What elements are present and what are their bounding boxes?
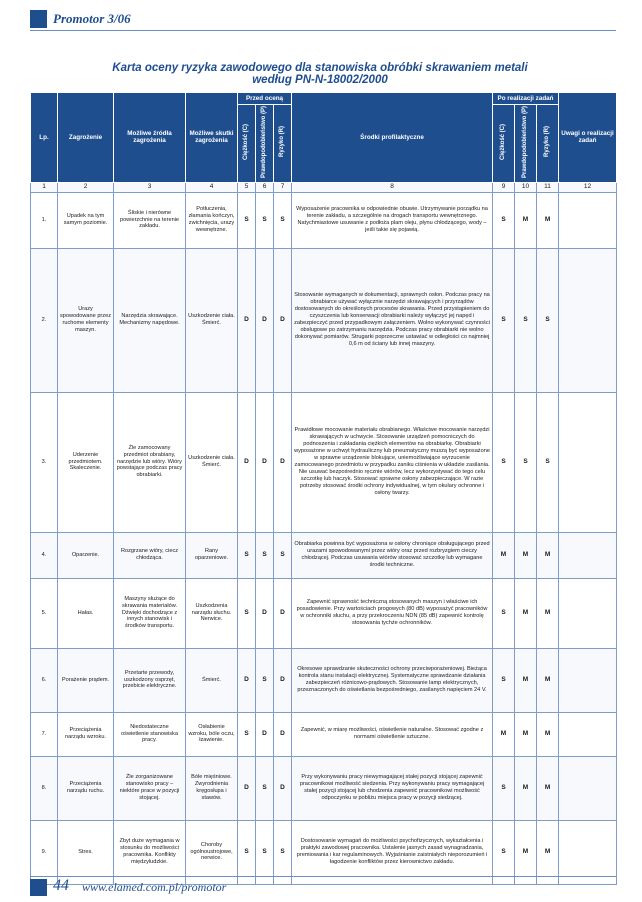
lp-cell: 1. (31, 192, 58, 248)
probability-before-cell: S (256, 532, 274, 578)
severity-after-cell: S (493, 392, 515, 532)
col-severity-after-header: Ciężkość (C) (499, 123, 506, 160)
severity-before-cell: D (238, 648, 256, 712)
lp-cell: 7. (31, 712, 58, 756)
risk-before-cell: S (274, 532, 292, 578)
severity-before-cell: S (238, 532, 256, 578)
table-row (31, 648, 617, 712)
severity-before-cell: S (238, 192, 256, 248)
table-row (31, 578, 617, 648)
hazard-cell: Hałas. (58, 578, 114, 648)
severity-after-cell: S (493, 820, 515, 884)
page-number: 44 (53, 877, 69, 894)
col-probability-after-header: Prawdopodobieństwo (P) (521, 106, 528, 178)
column-number: 7 (274, 182, 292, 192)
severity-before-cell: D (238, 756, 256, 820)
severity-before-cell: D (238, 392, 256, 532)
probability-after-cell: M (515, 648, 537, 712)
column-number: 8 (292, 182, 493, 192)
risk-after-cell: M (537, 820, 559, 884)
severity-before-cell: D (238, 248, 256, 392)
effects-cell: Rany oparzeniowe. (186, 532, 238, 578)
probability-before-cell: S (256, 756, 274, 820)
effects-cell: Uszkodzenie ciała. Śmierć. (186, 392, 238, 532)
column-number: 1 (31, 182, 58, 192)
measures-cell: Zapewnić, w miarę możliwości, oświetlenie naturalne. Stosować zgodne z normami oświetlenie sztuczne. (292, 712, 493, 756)
risk-before-cell: S (274, 192, 292, 248)
severity-after-cell: S (493, 756, 515, 820)
sources-cell: Przetarte przewody, uszkodzony osprzęt, przebicie elektryczne. (114, 648, 186, 712)
probability-after-cell: M (515, 820, 537, 884)
measures-cell: Obrabiarka powinna być wyposażona w osłony chroniące obsługującego przed urazami spowodowanymi przez wióry oraz przed rozbryzgiem cieczy chłodzącej. Podczas usuwania wiórów stosować szczotkę lub wymagane środki techniczne. (292, 532, 493, 578)
measures-cell: Okresowe sprawdzanie skuteczności ochrony przeciwporażeniowej. Bieżąca kontrola stanu instalacji elektrycznej. Systematyczne sprawdzanie działania zabezpieczeń różnicowo-prądowych. Stosowanie lamp elektrycznych, przeznaczonych do oświetlania bezpośredniego, zasilanych napięciem 24 V. (292, 648, 493, 712)
before-assessment-header: Przed oceną (238, 93, 292, 105)
risk-before-cell: D (274, 248, 292, 392)
table-row (31, 192, 617, 248)
sources-cell: Śliskie i nierówne powierzchnie na terenie zakładu. (114, 192, 186, 248)
probability-after-cell: M (515, 712, 537, 756)
remarks-cell (559, 756, 617, 820)
table-row (31, 712, 617, 756)
footer-url[interactable]: www.elamed.com.pl/promotor (82, 880, 227, 894)
probability-before-cell: D (256, 392, 274, 532)
risk-assessment-table (30, 92, 617, 885)
header-accent-block (30, 10, 47, 28)
lp-cell: 6. (31, 648, 58, 712)
lp-cell: 3. (31, 392, 58, 532)
risk-before-cell: S (274, 820, 292, 884)
remarks-cell (559, 820, 617, 884)
hazard-cell: Oparzenie. (58, 532, 114, 578)
remarks-cell (559, 578, 617, 648)
severity-after-cell: M (493, 712, 515, 756)
table-row (31, 820, 617, 884)
risk-before-cell: D (274, 392, 292, 532)
probability-after-cell: M (515, 756, 537, 820)
sources-cell: Narzędzia skrawające. Mechanizmy napędowe. (114, 248, 186, 392)
column-number: 11 (537, 182, 559, 192)
risk-after-cell: M (537, 192, 559, 248)
sources-cell: Maszyny służące do skrawania materiałów. Dźwięki dochodzące z innych stanowisk i środków transportu. (114, 578, 186, 648)
risk-after-cell: S (537, 392, 559, 532)
probability-before-cell: S (256, 192, 274, 248)
column-number: 4 (186, 182, 238, 192)
probability-after-cell: M (515, 532, 537, 578)
after-realization-header: Po realizacji zadań (493, 93, 559, 105)
severity-after-cell: S (493, 248, 515, 392)
effects-cell: Uszkodzenie ciała. Śmierć. (186, 248, 238, 392)
probability-after-cell: M (515, 192, 537, 248)
col-measures-header: Środki profilaktyczne (292, 93, 493, 183)
column-number: 9 (493, 182, 515, 192)
probability-before-cell: S (256, 820, 274, 884)
effects-cell: Potłuczenia, złamania kończyn, zwichnięcia, urazy wewnętrzne. (186, 192, 238, 248)
risk-before-cell: D (274, 648, 292, 712)
running-head: Promotor 3/06 (53, 11, 131, 26)
measures-cell: Prawidłowe mocowanie materiału obrabianego. Właściwe mocowanie narzędzi skrawających w uchwycie. Stosowanie urządzeń pomocniczych do podnoszenia i zakładania ciężkich elementów na obrabiarkę. Obrabiarki wyposażone w uchwyt hydrauliczny lub pneumatyczny muszą być wyposażone w sprawne urządzenie blokujące, uniemożliwiające wyrzucenie zamocowanego przedmiotu w przypadku zaniku ciśnienia w układzie zasilania. Nie usuwać bezpośrednio ręcznie wiórów, lecz wykorzystywać do tego celu szczotkę lub haczyk. Stosować sprawne osłony zabezpieczające. W razie potrzeby stosować środki ochrony indywidualnej, w tym okulary ochronne i osłony twarzy. (292, 392, 493, 532)
col-lp-header: Lp. (31, 93, 58, 183)
remarks-cell (559, 248, 617, 392)
effects-cell: Uszkodzenia narządu słuchu. Nerwice. (186, 578, 238, 648)
effects-cell: Choroby ogólnoustrojowe, nerwice. (186, 820, 238, 884)
column-number: 12 (559, 182, 617, 192)
remarks-cell (559, 712, 617, 756)
hazard-cell: Przeciążenia narządu wzroku. (58, 712, 114, 756)
column-number: 2 (58, 182, 114, 192)
hazard-cell: Stres. (58, 820, 114, 884)
lp-cell: 2. (31, 248, 58, 392)
col-probability-before-header: Prawdopodobieństwo (P) (260, 106, 267, 178)
measures-cell: Dostosowanie wymagań do możliwości psychofizycznych, wykształcenia i praktyki zawodowej pracownika. Ustalenie jasnych zasad wynagradzania, premiowania i kar regulaminowych. Wyjaśnianie zaistniałych nieporozumień i łagodzenie konfliktów przez kierownictwo zakładu. (292, 820, 493, 884)
severity-before-cell: S (238, 578, 256, 648)
probability-before-cell: D (256, 712, 274, 756)
hazard-cell: Przeciążenia narządu ruchu. (58, 756, 114, 820)
probability-before-cell: S (256, 648, 274, 712)
probability-after-cell: S (515, 392, 537, 532)
probability-before-cell: D (256, 248, 274, 392)
risk-after-cell: M (537, 756, 559, 820)
column-number: 5 (238, 182, 256, 192)
measures-cell: Przy wykonywaniu pracy niewymagającej stałej pozycji stojącej zapewnić pracownikowi możliwość siedzenia. Przy wykonywaniu pracy wymagającej stałej pozycji stojącej lub chodzenia zapewnić pracownikowi możliwość odpoczynku w pobliżu miejsca pracy w pozycji siedzącej. (292, 756, 493, 820)
hazard-cell: Upadek na tym samym poziomie. (58, 192, 114, 248)
table-row (31, 756, 617, 820)
risk-before-cell: D (274, 756, 292, 820)
header-rule (30, 30, 616, 31)
footer-accent-block (30, 879, 47, 896)
risk-after-cell: M (537, 532, 559, 578)
col-severity-before-header: Ciężkość (C) (242, 123, 249, 160)
lp-cell: 8. (31, 756, 58, 820)
column-number: 6 (256, 182, 274, 192)
severity-after-cell: M (493, 532, 515, 578)
risk-after-cell: M (537, 578, 559, 648)
lp-cell: 9. (31, 820, 58, 884)
measures-cell: Stosowanie wymaganych w dokumentacji, sprawnych osłon. Podczas pracy na obrabiarce używać wyłącznie narzędzi skrawających i przyrządów dostosowanych do określonych procesów skrawania. Przed przystąpieniem do czyszczenia lub konserwacji obrabiarki należy wyłączyć jej napęd i zabezpieczyć przed przypadkowym załączeniem. Wolno wykonywać czynności obsługowe po zatrzymaniu narzędzia. Podczas pracy obrabiarki nie wolno dokonywać pomiarów. Strugarki poprzeczne ustawiać w odległości co najmniej 0,6 m od ściany lub innej maszyny. (292, 248, 493, 392)
column-number: 3 (114, 182, 186, 192)
risk-before-cell: D (274, 712, 292, 756)
severity-before-cell: S (238, 820, 256, 884)
sources-cell: Źle zamocowany przedmiot obrabiany, narzędzie lub wióry. Wióry powstające podczas pracy obrabiarki. (114, 392, 186, 532)
probability-after-cell: M (515, 578, 537, 648)
col-effects-header: Możliwe skutki zagrożenia (186, 93, 238, 183)
remarks-cell (559, 392, 617, 532)
probability-after-cell: S (515, 248, 537, 392)
hazard-cell: Porażenie prądem. (58, 648, 114, 712)
remarks-cell (559, 532, 617, 578)
effects-cell: Bóle mięśniowe. Zwyrodnienia kręgosłupa i stawów. (186, 756, 238, 820)
column-number-row (31, 182, 617, 192)
title-line-2: według PN-N-18002/2000 (252, 74, 388, 86)
footer-rule (30, 876, 616, 877)
table-row (31, 392, 617, 532)
hazard-cell: Uderzenie przedmiotem. Skaleczenie. (58, 392, 114, 532)
title-line-1: Karta oceny ryzyka zawodowego dla stanowiska obróbki skrawaniem metali (112, 62, 528, 74)
risk-after-cell: M (537, 712, 559, 756)
col-hazard-header: Zagrożenie (58, 93, 114, 183)
table-row (31, 532, 617, 578)
table-row (31, 248, 617, 392)
measures-cell: Wyposażenie pracownika w odpowiednie obuwie. Utrzymywanie porządku na terenie zakładu, a szczególnie na drogach transportu wewnętrznego. Natychmiastowe usuwanie z podłoża plam oleju, płynu chłodzącego, wody – jeśli takie się pojawią. (292, 192, 493, 248)
lp-cell: 5. (31, 578, 58, 648)
document-title (40, 62, 600, 86)
sources-cell: Rozgrzane wióry, ciecz chłodząca. (114, 532, 186, 578)
remarks-cell (559, 648, 617, 712)
probability-before-cell: D (256, 578, 274, 648)
severity-after-cell: S (493, 578, 515, 648)
risk-before-cell: D (274, 578, 292, 648)
col-remarks-header: Uwagi o realizacji zadań (559, 93, 617, 183)
hazard-cell: Urazy spowodowane przez ruchome elementy maszyn. (58, 248, 114, 392)
severity-after-cell: S (493, 192, 515, 248)
col-risk-before-header: Ryzyko (R) (278, 126, 285, 158)
effects-cell: Osłabienie wzroku, bóle oczu, łzawienie. (186, 712, 238, 756)
col-sources-header: Możliwe źródła zagrożenia (114, 93, 186, 183)
severity-before-cell: S (238, 712, 256, 756)
severity-after-cell: S (493, 648, 515, 712)
effects-cell: Śmierć. (186, 648, 238, 712)
lp-cell: 4. (31, 532, 58, 578)
sources-cell: Źle zorganizowane stanowisko pracy – niektóre prace w pozycji stojącej. (114, 756, 186, 820)
measures-cell: Zapewnić sprawność techniczną stosowanych maszyn i właściwe ich posadowienie. Przy wartościach progowych (80 dB) wyposażyć pracowników w ochronniki słuchu, a przy przekroczeniu NDN (85 dB) zapewnić kontrolę stosowania tychże ochronników. (292, 578, 493, 648)
sources-cell: Niedostateczne oświetlenie stanowiska pracy. (114, 712, 186, 756)
sources-cell: Zbyt duże wymagania w stosunku do możliwości pracownika. Konflikty międzyludzkie. (114, 820, 186, 884)
column-number: 10 (515, 182, 537, 192)
risk-after-cell: M (537, 648, 559, 712)
remarks-cell (559, 192, 617, 248)
col-risk-after-header: Ryzyko (R) (543, 126, 550, 158)
risk-after-cell: S (537, 248, 559, 392)
